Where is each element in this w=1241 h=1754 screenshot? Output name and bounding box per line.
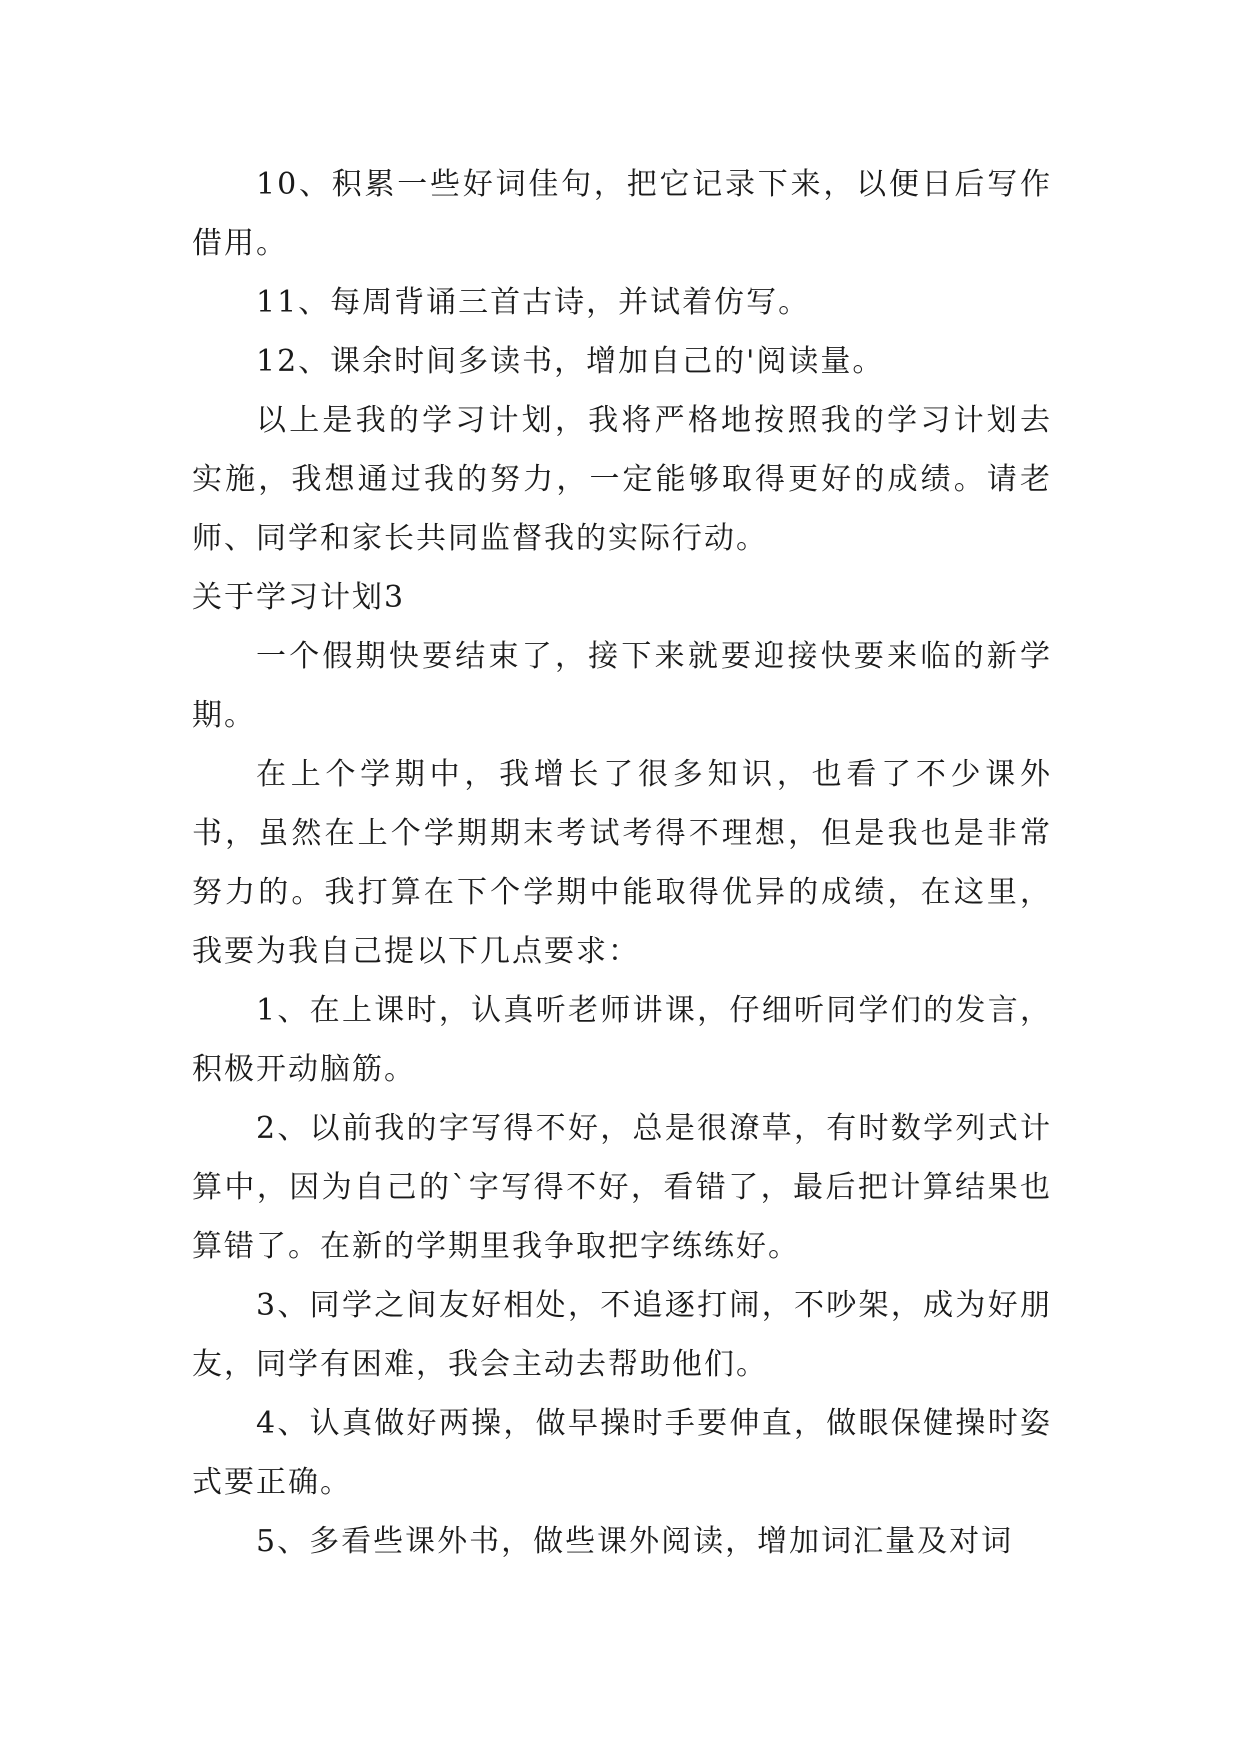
paragraph-item-10: 10、积累一些好词佳句，把它记录下来，以便日后写作借用。 bbox=[192, 167, 1052, 261]
document-body bbox=[192, 155, 1052, 1571]
paragraph-item-3: 3、同学之间友好相处，不追逐打闹，不吵架，成为好朋友，同学有困难，我会主动去帮助他们。 bbox=[192, 1288, 1052, 1382]
paragraph-item-11: 11、每周背诵三首古诗，并试着仿写。 bbox=[256, 285, 811, 320]
paragraph-intro: 一个假期快要结束了，接下来就要迎接快要来临的新学期。 bbox=[192, 639, 1052, 733]
paragraph-item-12: 12、课余时间多读书，增加自己的'阅读量。 bbox=[256, 344, 885, 379]
paragraph-item-4: 4、认真做好两操，做早操时手要伸直，做眼保健操时姿式要正确。 bbox=[192, 1406, 1052, 1500]
section-heading: 关于学习计划3 bbox=[192, 580, 406, 615]
paragraph-reflection: 在上个学期中，我增长了很多知识，也看了不少课外书，虽然在上个学期期末考试考得不理想，但是我也是非常努力的。我打算在下个学期中能取得优异的成绩，在这里，我要为我自己提以下几点要求： bbox=[192, 757, 1052, 969]
paragraph-item-2: 2、以前我的字写得不好，总是很潦草，有时数学列式计算中，因为自己的`字写得不好，看错了，最后把计算结果也算错了。在新的学期里我争取把字练练好。 bbox=[192, 1111, 1052, 1264]
paragraph-conclusion: 以上是我的学习计划，我将严格地按照我的学习计划去实施，我想通过我的努力，一定能够取得更好的成绩。请老师、同学和家长共同监督我的实际行动。 bbox=[192, 403, 1052, 556]
paragraph-item-1: 1、在上课时，认真听老师讲课，仔细听同学们的发言，积极开动脑筋。 bbox=[192, 993, 1052, 1087]
paragraph-item-5: 5、多看些课外书，做些课外阅读，增加词汇量及对词 bbox=[256, 1524, 1014, 1559]
